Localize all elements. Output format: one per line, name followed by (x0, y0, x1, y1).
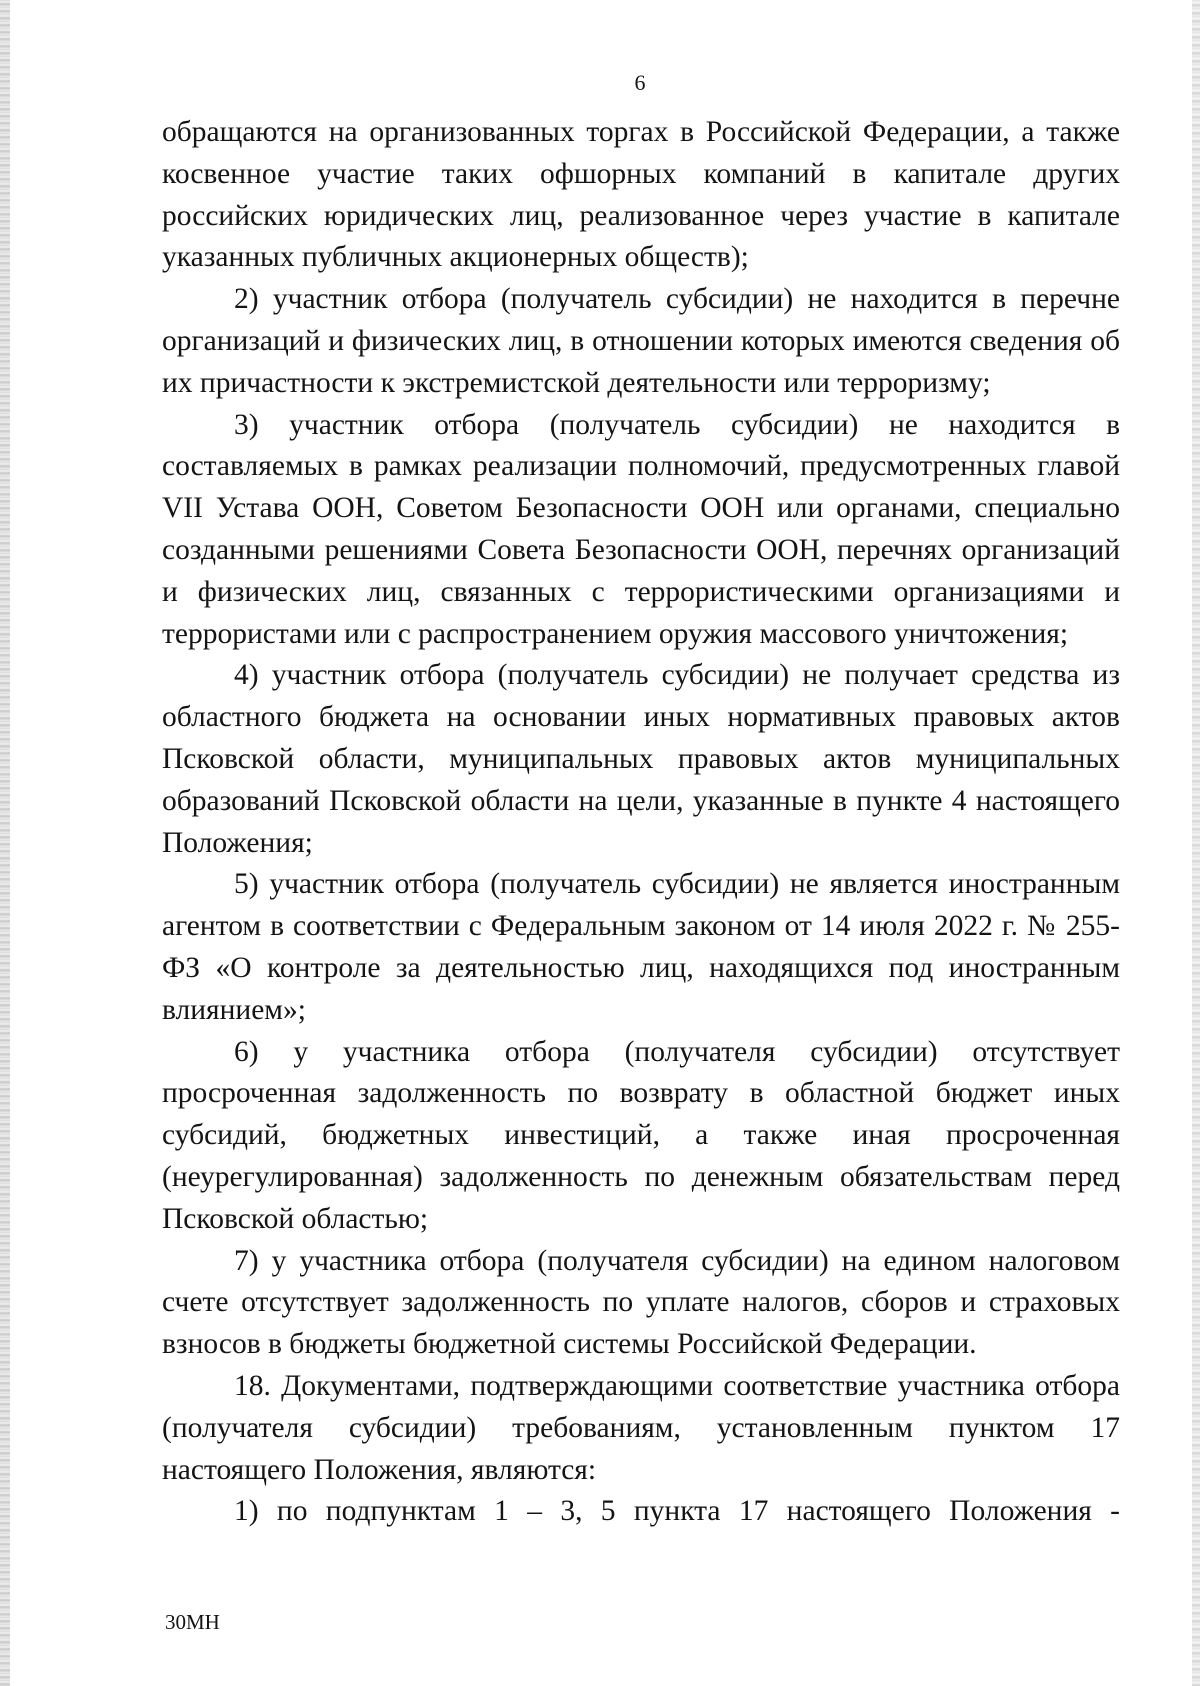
scan-edge-right (1192, 0, 1200, 1686)
page-number: 6 (634, 70, 646, 95)
document-body (162, 112, 1120, 1533)
paragraph-item-3: 3) участник отбора (получатель субсидии) не находится в составляемых в рамках реализации полномочий, предусмотренных главой VII Устава ООН, Советом Безопасности ООН или органами, специально созданными решениями Совета Безопасности ООН, перечнях организаций и физических лиц, связанных с террористическими организациями и террористами или с распространением оружия массового уничтожения; (162, 408, 1120, 650)
paragraph-clause-18-item-1: 1) по подпунктам 1 – 3, 5 пункта 17 настоящего Положения - (234, 1495, 1120, 1528)
paragraph-item-7: 7) у участника отбора (получателя субсидии) на едином налоговом счете отсутствует задолженность по уплате налогов, сборов и страховых взносов в бюджеты бюджетной системы Российской Федерации. (162, 1244, 1120, 1361)
paragraph-item-5: 5) участник отбора (получатель субсидии) не является иностранным агентом в соответствии с Федеральным законом от 14 июля 2022 г. № 255-ФЗ «О контроле за деятельностью лиц, находящихся под иностранным влиянием»; (162, 868, 1120, 1026)
paragraph-item-6: 6) у участника отбора (получателя субсидии) отсутствует просроченная задолженность по возврату в областной бюджет иных субсидий, бюджетных инвестиций, а также иная просроченная (неурегулированная) задолженность по денежным обязательствам перед Псковской областью; (162, 1035, 1120, 1235)
scan-edge-left (0, 0, 10, 1686)
paragraph-continuation: обращаются на организованных торгах в Российской Федерации, а также косвенное участие таких офшорных компаний в капитале других российских юридических лиц, реализованное через участие в капитале указанных публичных акционерных обществ); (162, 116, 1120, 274)
paragraph-clause-18: 18. Документами, подтверждающими соответствие участника отбора (получателя субсидии) требованиям, установленным пунктом 17 настоящего Положения, являются: (162, 1369, 1120, 1486)
paragraph-item-2: 2) участник отбора (получатель субсидии) не находится в перечне организаций и физических лиц, в отношении которых имеются сведения об их причастности к экстремистской деятельности или терроризму; (162, 283, 1120, 399)
footer-document-code: 30МН (165, 1610, 220, 1634)
paragraph-item-4: 4) участник отбора (получатель субсидии) не получает средства из областного бюджета на основании иных нормативных правовых актов Псковской области, муниципальных правовых актов муниципальных образований Псковской области на цели, указанные в пункте 4 настоящего Положения; (162, 659, 1120, 859)
